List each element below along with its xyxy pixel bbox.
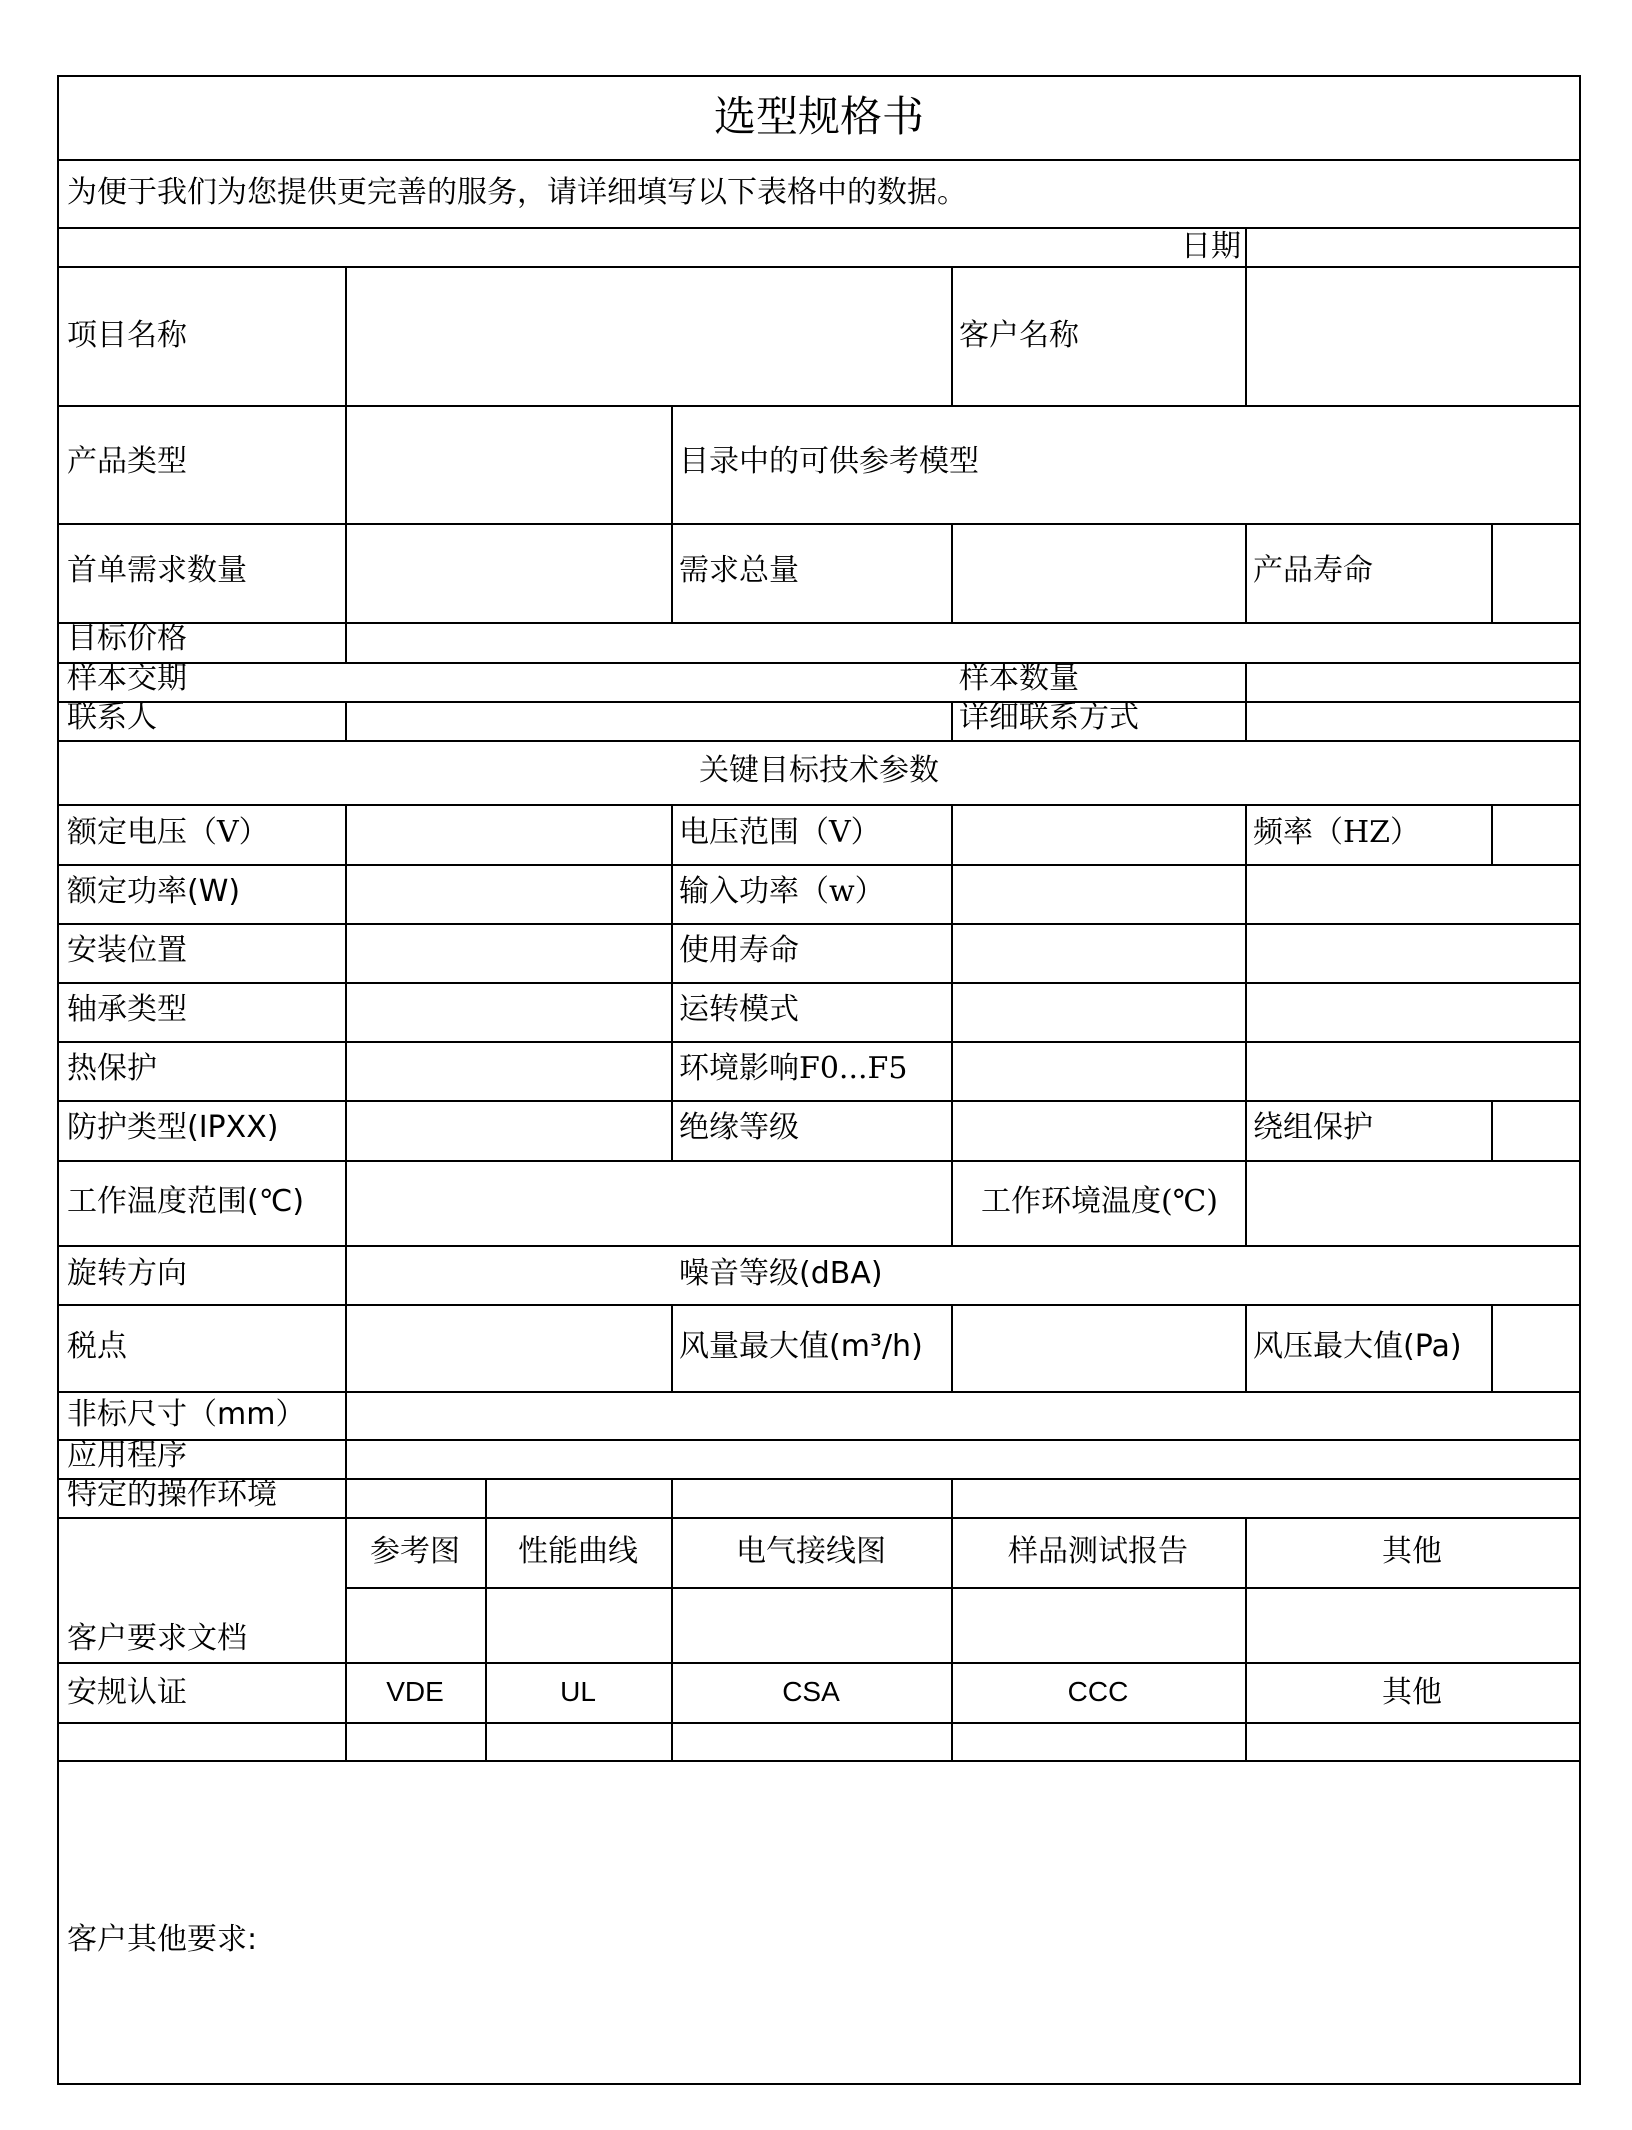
project-name-label: 项目名称 [67,318,187,353]
winding-protection-field[interactable] [1495,1102,1577,1158]
specific-environment-field-2[interactable] [489,1519,669,1554]
cert-column-ccc: CCC [1067,1676,1129,1707]
working-temp-range-label: 工作温度范围(℃) [67,1184,305,1219]
contact-details-label: 详细联系方式 [959,700,1139,735]
customer-name-field[interactable] [1249,268,1577,403]
voltage-range-field[interactable] [955,806,1243,862]
row-divider [59,523,1579,525]
doc-column-performance-curve: 性能曲线 [518,1534,638,1569]
cert-csa-field[interactable] [675,1724,949,1758]
column-divider [671,405,673,622]
first-order-qty-field[interactable] [349,525,669,620]
column-divider [485,1478,487,1760]
rated-power-label: 额定功率(W) [67,874,241,909]
input-power-label: 输入功率（w） [679,874,885,909]
page-title: 选型规格书 [713,92,924,141]
column-divider [1245,804,1247,1245]
mounting-position-label: 安装位置 [67,933,187,968]
sample-qty-field[interactable] [1249,664,1577,699]
column-divider [951,1478,953,1760]
row-divider [59,1760,1579,1762]
column-divider [345,266,347,662]
column-divider [951,701,953,740]
product-life-label: 产品寿命 [1253,553,1373,588]
input-power-field[interactable] [955,866,1243,921]
project-name-field[interactable] [349,268,949,403]
other-requirements-field[interactable] [349,1777,1569,2067]
column-divider [951,1304,953,1391]
column-divider [1491,1100,1493,1160]
contact-label: 联系人 [67,700,157,735]
column-divider [951,804,953,1245]
date-label: 日期 [1181,229,1241,264]
protection-type-label: 防护类型(IPXX) [67,1110,279,1145]
customer-documents-label: 客户要求文档 [67,1621,247,1656]
contact-field[interactable] [349,703,949,738]
sample-delivery-field[interactable] [349,664,949,699]
row-divider [59,740,1579,742]
bearing-type-field[interactable] [349,984,669,1039]
doc-column-sample-test-report: 样品测试报告 [1008,1534,1188,1569]
winding-protection-label: 绕组保护 [1253,1110,1373,1145]
row-divider [59,1100,1579,1102]
product-type-field[interactable] [349,407,669,521]
intro-text: 为便于我们为您提供更完善的服务，请详细填写以下表格中的数据。 [67,175,967,210]
thermal-protection-field[interactable] [349,1043,669,1098]
doc-column-wiring-diagram: 电气接线图 [736,1534,886,1569]
column-divider [1491,523,1493,622]
doc-column-other: 其他 [1382,1534,1442,1569]
application-field[interactable] [349,1480,1577,1515]
frequency-label: 频率（HZ） [1253,815,1421,850]
input-power-extra-field[interactable] [1249,866,1577,921]
environment-impact-extra-field[interactable] [1249,1043,1577,1098]
environment-impact-field[interactable] [955,1043,1243,1098]
column-divider [1245,662,1247,740]
specific-environment-field-4[interactable] [955,1519,1577,1554]
other-requirements-label: 客户其他要求: [67,1922,258,1957]
product-type-label: 产品类型 [67,444,187,479]
max-airflow-field[interactable] [955,1306,1243,1389]
column-divider [951,523,953,622]
column-divider [345,804,347,1517]
doc-column-reference-drawing: 参考图 [370,1534,460,1569]
doc-sample-test-report-field[interactable] [955,1589,1243,1660]
environment-impact-label: 环境影响F0...F5 [679,1051,908,1086]
non-standard-size-label: 非标尺寸（mm） [67,1397,306,1432]
doc-other-field[interactable] [1249,1589,1577,1660]
row-divider [59,1662,1579,1664]
application-label: 应用程序 [67,1438,187,1473]
customer-name-label: 客户名称 [959,318,1079,353]
bearing-type-label: 轴承类型 [67,992,187,1027]
max-pressure-label: 风压最大值(Pa) [1253,1329,1462,1364]
cert-column-csa: CSA [782,1676,840,1707]
max-airflow-label: 风量最大值(m³/h) [679,1329,923,1364]
cert-ccc-field[interactable] [955,1724,1243,1758]
column-divider [951,266,953,405]
column-divider [1491,1304,1493,1391]
insulation-class-label: 绝缘等级 [679,1110,799,1145]
ambient-temp-label: 工作环境温度(℃) [981,1184,1218,1219]
service-life-label: 使用寿命 [679,933,799,968]
rated-power-field[interactable] [349,866,669,921]
tax-point-label: 税点 [67,1329,127,1364]
doc-performance-curve-field[interactable] [489,1589,669,1660]
column-divider [1245,523,1247,622]
working-temp-range-field[interactable] [349,1162,949,1243]
specific-environment-label: 特定的操作环境 [67,1477,277,1512]
blank-row-field[interactable] [63,1438,1577,1476]
mounting-position-field[interactable] [349,925,669,980]
thermal-protection-label: 热保护 [67,1051,157,1086]
column-divider [671,1478,673,1760]
protection-type-field[interactable] [349,1102,669,1158]
target-price-label: 目标价格 [67,621,187,656]
rotation-direction-field[interactable] [349,1247,669,1302]
cert-other-field[interactable] [1249,1724,1577,1758]
first-order-qty-label: 首单需求数量 [67,553,247,588]
row-divider [59,405,1579,407]
operating-mode-label: 运转模式 [679,992,799,1027]
product-life-field[interactable] [1495,525,1577,620]
column-divider [671,804,673,1160]
noise-level-label: 噪音等级(dBA) [679,1256,883,1291]
voltage-range-label: 电压范围（V） [679,815,881,850]
specific-environment-field-3[interactable] [675,1519,949,1554]
noise-level-field[interactable] [955,1247,1577,1302]
row-divider [59,159,1579,161]
cert-column-other: 其他 [1382,1675,1442,1710]
service-life-extra-field[interactable] [1249,925,1577,980]
column-divider [1491,804,1493,864]
sample-delivery-label: 样本交期 [67,661,187,696]
sample-qty-label: 样本数量 [959,661,1079,696]
ambient-temp-field[interactable] [1249,1162,1577,1243]
frequency-field[interactable] [1495,806,1577,862]
catalog-model-label: 目录中的可供参考模型 [679,444,979,479]
service-life-field[interactable] [955,925,1243,980]
row-divider [59,804,1579,806]
doc-wiring-diagram-field[interactable] [675,1589,949,1660]
column-divider [1245,266,1247,405]
contact-details-field[interactable] [1249,703,1577,738]
doc-reference-drawing-field[interactable] [349,1589,483,1660]
cert-ul-field[interactable] [489,1724,669,1758]
date-field[interactable] [1249,229,1577,264]
column-divider [1245,1304,1247,1391]
spec-sheet-form [57,75,1581,2085]
insulation-class-field[interactable] [955,1102,1243,1158]
column-divider [345,701,347,740]
rated-voltage-label: 额定电压（V） [67,815,269,850]
total-demand-label: 需求总量 [679,553,799,588]
specific-environment-field-1[interactable] [349,1519,483,1554]
column-divider [671,1304,673,1391]
rated-voltage-field[interactable] [349,806,669,862]
tax-point-field[interactable] [349,1306,669,1389]
cert-vde-field[interactable] [349,1724,483,1758]
operating-mode-extra-field[interactable] [1249,984,1577,1039]
total-demand-field[interactable] [955,525,1243,620]
rotation-direction-label: 旋转方向 [67,1256,187,1291]
cert-column-vde: VDE [386,1676,444,1707]
operating-mode-field[interactable] [955,984,1243,1039]
target-price-field[interactable] [349,624,1577,660]
safety-certification-label: 安规认证 [67,1675,187,1710]
non-standard-size-field[interactable] [349,1393,1577,1437]
tech-section-title: 关键目标技术参数 [699,753,939,788]
column-divider [1245,227,1247,266]
row-divider [59,1304,1579,1306]
max-pressure-field[interactable] [1495,1306,1577,1389]
cert-column-ul: UL [560,1676,596,1707]
